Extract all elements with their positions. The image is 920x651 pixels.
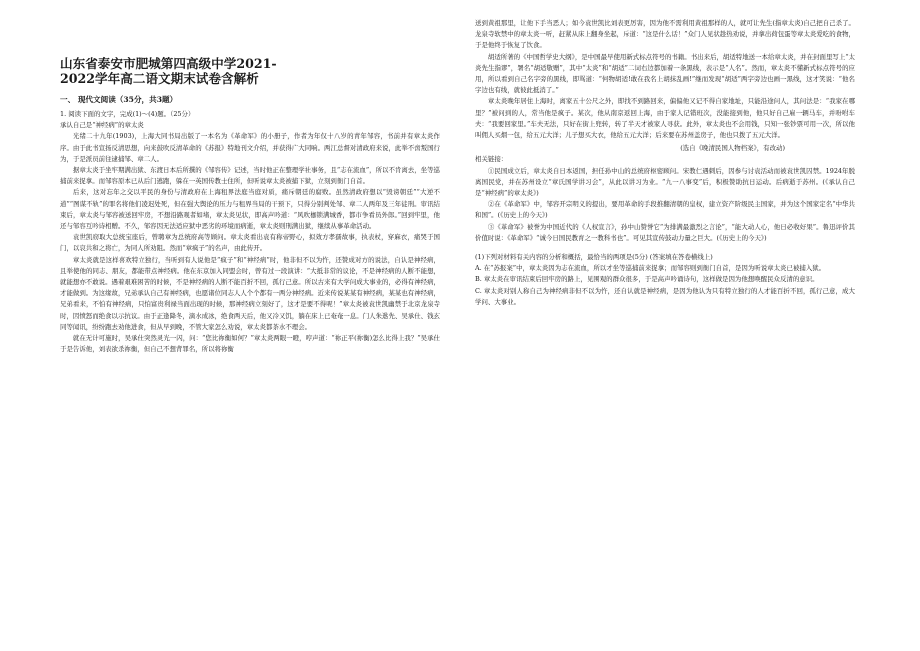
links-heading: 相关链接： (475, 155, 508, 164)
related-link: ①民国成立后，章太炎自日本返国，担任孙中山的总统府枢密顾问。宋教仁遇刺后，因参与讨袁活动而被袁世凯囚禁。1924年脱离国民党，并在苏州设立“章氏国学讲习会”，从此以讲习为业。“九一八事变”后，积极赞助抗日运动。后病逝于苏州。(《承认自己是“神经病”的章太炎》) (475, 166, 855, 198)
option-c: C. 章太炎对别人称自己为神经病非但不以为忤，还自认就是神经病，是因为他认为只有特立独行的人才能百折不回，孤行己意，成大学问、大事业。 (475, 286, 855, 306)
right-column (475, 18, 855, 308)
passage-paragraph: 送到黄祖那里，让他下手当恶人；如今袁世凯比刘表更厉害，因为他不需利用黄祖那样的人，就可让先生(指章太炎)自己把自己杀了。龙泉寺软禁中的章太炎一听，赶紧从床上翻身坐起，斥道：“这是什么话！”众门人见状趁热劝说，并拿出荷包蛋等章太炎爱吃的食物，于是他终于恢复了饮食。 (475, 19, 855, 50)
related-link: ③《革命军》被誉为中国近代的《人权宣言》，孙中山赞誉它“为排满最激烈之言论”，“能大动人心，他日必收好果”。鲁迅评价其价值时说：《革命军》“诚今日国民教育之一教科书也”。可见其宣传鼓动力量之巨大。(《历史上的今天》) (475, 222, 855, 242)
question-intro: 1. 阅读下面的文字，完成(1)～(4)题。（25分） (60, 110, 195, 118)
passage-paragraph: 就在无计可施时，吴承仕突然灵光一闪，问：“您比祢衡如何？”章太炎两眼一瞪，哼声道：“祢正平(祢衡)怎么比得上我？”吴承仕于是告诉他，刘表欲杀祢衡，但自己不想背罪名，所以将祢衡 (60, 334, 440, 354)
passage-paragraph: 后来，这对忘年之交以平民的身份与清政府在上海租界法庭当庭对质，痛斥朝廷的腐败。虽然清政府想以“毁谤朝廷”“大逆不道”“图谋不轨”的罪名将他们凌迟处死，但在强大舆论的压力与租界当局的干预下，只得分别判处邹、章二人两年及三年徒刑。审讯结束后，章太炎与邹容被送回牢房，不想沿路观者如堵，章太炎见状，即高声吟道：“风吹枷锁满城香，都市争看员外郎。”回到牢里，他还与邹容互吟诗相赠。不久，邹容因无法适应狱中恶劣的环境而病逝，章太炎则刑满出狱，继续从事革命活动。 (60, 188, 440, 231)
section-heading: 一、 现代文阅读（35分，共3题） (60, 95, 178, 104)
source-note: (选自《晚清民国人物档案》，有改动) (680, 144, 785, 153)
passage-paragraph: 光绪二十九年(1903)，上海大同书局出版了一本名为《革命军》的小册子，作者为年仅十八岁的青年邹容，书前并有章太炎作序。由于此书宣扬反清思想，向来鼓吹反清革命的《苏报》特地刊文介绍，并获得广大同响。两江总督对清政府来说，此举不啻叛国行为，于是派员前往逮捕邹、章二人。 (60, 132, 440, 163)
option-b: B. 章太炎在审讯结束后回牢房的路上，见围观的群众很多，于是高声吟诵诗句，这样做是因为他想唤醒民众反清的意识。 (475, 275, 819, 284)
passage-paragraph: 袁世凯窃取大总统宝座后，曾聘章为总统府高等顾问。章太炎看出袁有称帝野心，拟效方孝孺故事，执表杖，穿麻衣，痛哭于国门，以哀共和之将亡，为同人所劝阻。然而“章疯子”的名声，由此传开。 (60, 233, 440, 253)
passage-paragraph: 章太炎晚年居住上海时，离家五十公尺之外，即找不到路回来，偏偏他又记不得自家地址，只能沿途问人，其问法是：“我家在哪里？”被问到的人，常当他是疯子。某次，他从南京返回上海，由于家人记错班次，没能接到他，他只好自己雇一辆马车，并吩咐车夫：“我要回家里。”车夫无法，只好在街上兜转，转了半天才被家人寻获。此外，章太炎也不会用钱，只知一张钞票可用一次，所以他叫佣人买烟一包，给五元大洋；儿子想买大衣，他给五元大洋；后来要在苏州盖房子，他也只拨了五元大洋。 (475, 97, 855, 140)
document-title (60, 56, 440, 86)
title-line-1: 山东省泰安市肥城第四高级中学2021- (60, 56, 277, 71)
option-a: A. 在“苏报案”中，章太炎因为志在流血，所以才坐等巡捕前来捉拿；而邹容则到衙门自首，是因为听说章太炎已被捕入狱。 (475, 264, 826, 273)
passage-heading: 承认自己是“神经病”的章太炎 (60, 121, 144, 130)
question-1: (1)下列对材料有关内容的分析和概括，最恰当的两项是(5分) (答案填在答卷横线上) (475, 253, 713, 262)
passage-paragraph: 胡适所著的《中国哲学史大纲》，是中国最早使用新式标点符号的书籍。书出来后，胡适特地送一本给章太炎，并在封面里写上“太炎先生指谬”，署名“胡适敬赠”，其中“太炎”和“胡适”二词右边都加着一条黑线，表示是“人名”。然而，章太炎不懂新式标点符号的应用，所以看到自己名字旁的黑线，即骂道：“何物胡适!敢在我名上胡抹乱画!”继而发现“胡适”两字旁边也画一黑线，这才笑说：“他名字边也有线，就彼此抵消了。” (475, 52, 855, 95)
passage-paragraph: 章太炎就是这样喜欢特立独行，当听到有人说他是“疯子”和“神经病”时，他非但不以为忤，还赞成对方的说法，自认是神经病，且举使他的同志、朋友，都能带点神经病。他在东京加入同盟会时，曾有过一段演讲：“大抵非常的议论，不是神经病的人断不能想，就能想亦不敢说。遇着艰难困苦的时候，不是神经病的人断不能百折不回，孤行己意。所以古来有大学问成大事业的，必得有神经病，才能做到。为这缘故，兄弟承认自己有神经病，也愿诸位同志人人个个都有一两分神经病。近来传说某某有神经病，某某也有神经病，兄弟看来，不怕有神经病，只怕富贵利禄当面出现的时候，那神经病立刻好了，这才是要不得呢！”章太炎被袁世凯幽禁于北京龙泉寺时，因愤怒而绝食以示抗议。由于正逢降冬，滴水成冰，绝食两天后，他又冷又饥，躺在床上已奄奄一息。门人朱逖先、吴承仕、钱玄同等闻讯，纷纷跑去劝他进食，但从早到晚，不管大家怎么劝说，章太炎都茶水不理会。 (60, 255, 440, 331)
related-link: ②在《革命军》中，邹容开宗明义的提出，要用革命的手段推翻清朝的皇权，建立资产阶级民主国家，并为这个国家定名“中华共和国”。(《历史上的今天》) (475, 200, 855, 220)
left-column (60, 18, 440, 355)
title-line-2: 2022学年高二语文期末试卷含解析 (60, 71, 259, 86)
passage-paragraph: 据章太炎于坐牢期满出狱、东渡日本后所撰的《邹容传》记述，当时他正在整理学社事务，且“志在流血”，所以不肯离去，坐等巡捕前来捉拿。而邹容原本已从后门逃跑，躲在一英国传教士住所，但听说章太炎被捕下狱，立刻到衙门自首。 (60, 166, 440, 186)
